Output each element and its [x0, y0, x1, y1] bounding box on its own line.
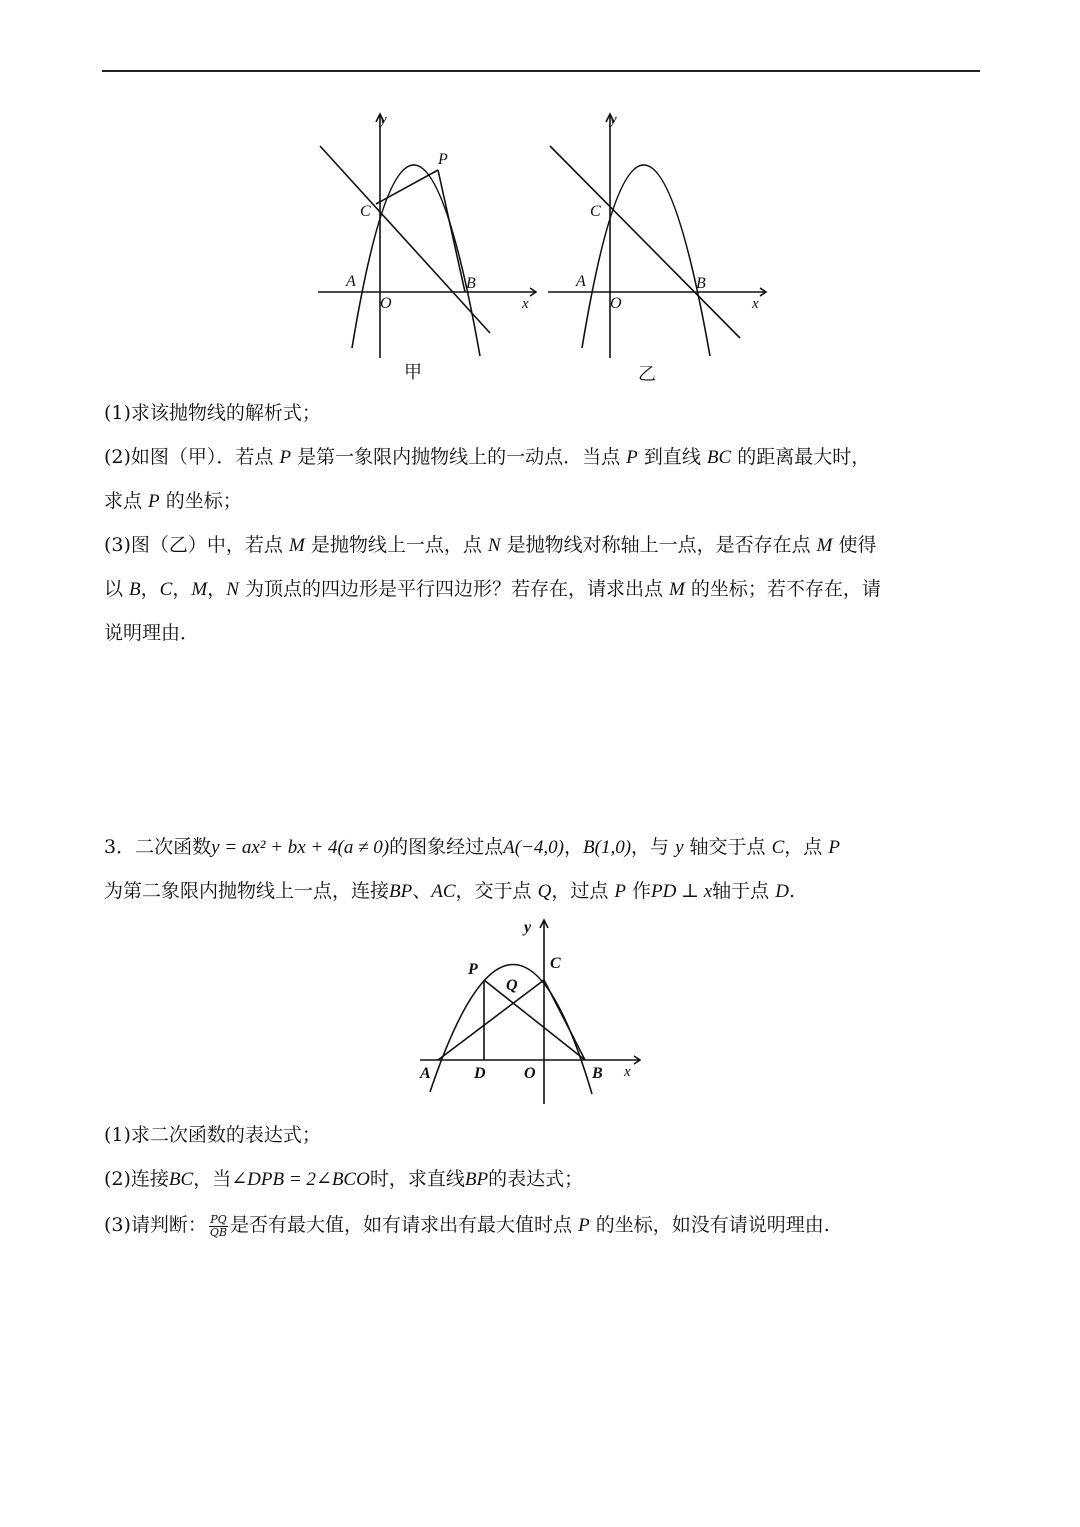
point-b-label: B: [592, 1065, 603, 1082]
figure-q3: [414, 912, 644, 1107]
q3-part3: (3)请判断： $\frac{PQ}{QB}$ 是否有最大值，如有请求出有最大值时点 P 的坐标，如没有请说明理由.: [104, 1212, 830, 1239]
point-p-label: P: [468, 961, 478, 978]
origin-label: O: [610, 295, 622, 312]
segment-pb: [484, 980, 585, 1060]
point-a-label: A: [420, 1065, 431, 1082]
point-b-label: B: [696, 275, 706, 292]
point-c-label: C: [360, 203, 371, 220]
header-rule: [102, 70, 980, 72]
point-c-label: C: [550, 955, 561, 972]
segment-ac: [438, 980, 544, 1060]
segment-cp: [376, 170, 438, 204]
line-bc: [550, 146, 740, 338]
q2-part2-line1: (2)如图（甲）．若点 P 是第一象限内抛物线上的一动点．当点 P 到直线 BC 的距离最大时，: [104, 446, 871, 468]
segment-cb: [544, 980, 585, 1060]
segment-pb: [438, 170, 465, 292]
origin-label: O: [380, 295, 392, 312]
q3-stem-line1: 3．二次函数y = ax² + bx + 4(a ≠ 0)的图象经过点A(−4,0)，B(1,0)，与 y 轴交于点 C，点 P: [104, 836, 840, 858]
point-q-label: Q: [506, 977, 518, 994]
fraction-pq-qb: $\frac{PQ}{QB}$: [209, 1212, 228, 1239]
y-label: y: [610, 112, 617, 128]
figure-caption: 乙: [638, 364, 656, 385]
q3-part2: (2)连接BC，当∠DPB = 2∠BCO时，求直线BP的表达式；: [104, 1168, 584, 1190]
y-label: y: [524, 919, 532, 936]
q2-part3-line1: (3)图（乙）中，若点 M 是抛物线上一点，点 N 是抛物线对称轴上一点，是否存在点 M 使得: [104, 534, 877, 556]
q3-stem-line2: 为第二象限内抛物线上一点，连接BP、AC，交于点 Q，过点 P 作PD ⊥ x轴于点 D.: [104, 880, 795, 902]
point-d-label: D: [474, 1065, 486, 1082]
x-label: x: [624, 1064, 631, 1080]
line-bc: [320, 146, 490, 333]
figure-jia: [310, 108, 540, 388]
q3-part1: (1)求二次函数的表达式；: [104, 1124, 321, 1146]
q2-part3-line3: 说明理由．: [104, 622, 200, 644]
y-label: y: [380, 112, 387, 128]
point-a-label: A: [576, 273, 586, 290]
point-p-label: P: [438, 151, 448, 168]
parabola: [352, 165, 480, 356]
parabola: [582, 165, 710, 356]
figure-yi: [540, 108, 770, 388]
q2-part3-line2: 以 B，C，M，N 为顶点的四边形是平行四边形？若存在，请求出点 M 的坐标；若不存在，请: [104, 578, 881, 600]
point-b-label: B: [466, 275, 476, 292]
q2-part1: (1)求该抛物线的解析式；: [104, 402, 321, 424]
point-a-label: A: [346, 273, 356, 290]
x-label: x: [522, 296, 529, 312]
point-c-label: C: [590, 203, 601, 220]
x-label: x: [752, 296, 759, 312]
origin-label: O: [524, 1065, 536, 1082]
q2-part2-line2: 求点 P 的坐标；: [104, 490, 242, 512]
figure-caption: 甲: [404, 362, 422, 383]
